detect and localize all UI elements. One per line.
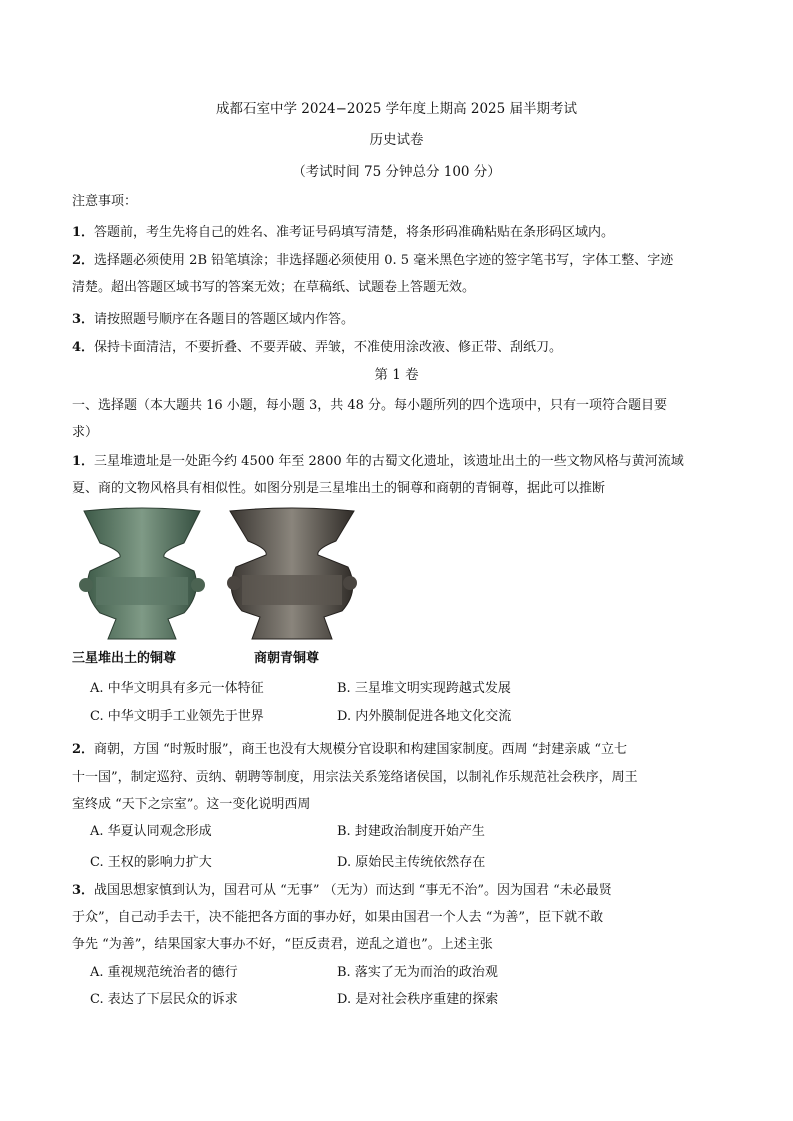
section-heading-line1: 一、选择题（本大题共 16 小题，每小题 3，共 48 分。每小题所列的四个选项中，只有一项符合题目要 bbox=[72, 398, 668, 413]
exam-subject: 历史试卷 bbox=[369, 132, 424, 148]
bronze-vessels-image bbox=[72, 505, 372, 645]
q1-figure bbox=[72, 505, 372, 667]
q2-line2: 十一国”，制定巡狩、贡纳、朝聘等制度，用宗法关系笼络诸侯国，以制礼作乐规范社会秩序，周王 bbox=[72, 770, 638, 785]
volume-label: 第 1 卷 bbox=[374, 367, 419, 383]
notice-item-2-cont: 清楚。超出答题区域书写的答案无效；在草稿纸、试题卷上答题无效。 bbox=[72, 280, 476, 295]
shang-bronze-zun-icon bbox=[227, 508, 357, 639]
caption-shang: 商朝青铜尊 bbox=[254, 651, 320, 666]
q3-line3: 争先 “为善”，结果国家大事办不好，“臣反责君，逆乱之道也”。上述主张 bbox=[72, 937, 493, 952]
q2-option-c[interactable]: C. 王权的影响力扩大 bbox=[90, 855, 212, 870]
q1-option-a[interactable]: A. 中华文明具有多元一体特征 bbox=[90, 681, 264, 696]
section-heading-line2: 求） bbox=[72, 425, 99, 440]
q2-option-b[interactable]: B. 封建政治制度开始产生 bbox=[337, 824, 485, 839]
q3-option-c[interactable]: C. 表达了下层民众的诉求 bbox=[90, 992, 238, 1007]
q1-line2: 夏、商的文物风格具有相似性。如图分别是三星堆出土的铜尊和商朝的青铜尊，据此可以推断 bbox=[72, 481, 606, 496]
sanxingdui-zun-icon bbox=[79, 508, 205, 639]
q3-option-b[interactable]: B. 落实了无为而治的政治观 bbox=[337, 965, 498, 980]
q3-option-d[interactable]: D. 是对社会秩序重建的探索 bbox=[337, 992, 499, 1007]
q1-option-b[interactable]: B. 三星堆文明实现跨越式发展 bbox=[337, 681, 511, 696]
q2-option-d[interactable]: D. 原始民主传统依然存在 bbox=[337, 855, 486, 870]
q1-option-c[interactable]: C. 中华文明手工业领先于世界 bbox=[90, 709, 264, 724]
q2-line3: 室终成 “天下之宗室”。这一变化说明西周 bbox=[72, 797, 311, 812]
q3-line2: 于众”，自己动手去干，决不能把各方面的事办好，如果由国君一个人去 “为善”，臣下就不敢 bbox=[72, 910, 604, 925]
q3-line1: 3．战国思想家慎到认为，国君可从 “无事” （无为）而达到 “事无不治”。因为国君 “未必最贤 bbox=[72, 883, 612, 898]
notice-item-2: 2．选择题必须使用 2B 铅笔填涂；非选择题必须使用 0. 5 毫米黑色字迹的签字笔书写，字体工整、字迹 bbox=[72, 253, 674, 268]
notice-item-1: 1．答题前，考生先将自己的姓名、准考证号码填写清楚，将条形码准确粘贴在条形码区域内。 bbox=[72, 225, 615, 240]
q3-option-a[interactable]: A. 重视规范统治者的德行 bbox=[90, 965, 238, 980]
notice-item-4: 4．保持卡面清洁，不要折叠、不要弄破、弄皱，不准使用涂改液、修正带、刮纸刀。 bbox=[72, 340, 563, 355]
q1-option-d[interactable]: D. 内外膜制促进各地文化交流 bbox=[337, 709, 512, 724]
q2-line1: 2．商朝，方国 “时叛时服”，商王也没有大规模分官设职和构建国家制度。西周 “封建亲戚 “立七 bbox=[72, 742, 628, 757]
q1-line1: 1．三星堆遗址是一处距今约 4500 年至 2800 年的古蜀文化遗址，该遗址出土的一些文物风格与黄河流域 bbox=[72, 454, 684, 469]
notice-heading: 注意事项： bbox=[72, 194, 138, 209]
q2-option-a[interactable]: A. 华夏认同观念形成 bbox=[90, 824, 212, 839]
caption-sanxingdui: 三星堆出土的铜尊 bbox=[72, 651, 177, 666]
exam-title: 成都石室中学 2024−2025 学年度上期高 2025 届半期考试 bbox=[215, 101, 578, 117]
notice-item-3: 3．请按照题号顺序在各题目的答题区域内作答。 bbox=[72, 312, 355, 327]
exam-info: （考试时间 75 分钟总分 100 分） bbox=[292, 164, 501, 180]
